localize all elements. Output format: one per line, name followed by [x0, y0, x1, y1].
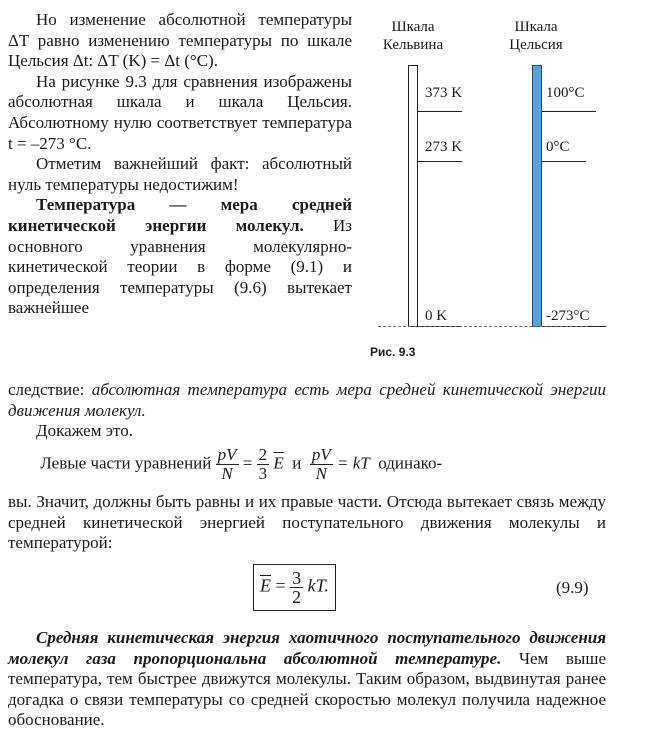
final-statement: Средняя кинетическая энергия хаотичного поступательного движения молекул газа пропорциональна абсолютной температуре.: [8, 628, 606, 668]
tick-100c: [542, 111, 596, 112]
equation-line: [8, 446, 606, 490]
paragraph-temperature-measure: [8, 195, 352, 319]
fraction-pv-n: $\frac{pV}{N}$: [217, 445, 237, 483]
section-heading: Температура — мера средней кинетической энергии молекул.: [8, 195, 352, 235]
eq-intro: Левые части уравнений: [40, 453, 212, 473]
eq-and: и: [292, 453, 302, 473]
fraction-pv-n-2: $\frac{pV}{N}$: [311, 445, 331, 483]
consequence-start: следствие:: [8, 380, 92, 399]
tick-0c: [542, 161, 586, 162]
celsius-scale-title: Шкала Цельсия: [509, 19, 563, 53]
after-equation-text: вы. Значит, должны быть равны и их правые части. Отсюда вытекает связь между средней кинетической энергией поступательного движения молекулы и температурой:: [8, 492, 606, 553]
kelvin-scale-title: Шкала Кельвина: [382, 19, 444, 53]
fraction-two-thirds: $\frac{2}{3}$: [258, 445, 268, 483]
paragraph-figure-ref: На рисунке 9.3 для сравнения изображены абсолютная шкала и шкала Цельсия. Абсолютному нулю соответствует температура t = –273 °C.: [8, 71, 352, 153]
final-text: Чем выше температура, тем быстрее движутся молекулы. Таким образом, выдвинутая ранее догадка о связи температуры со средней скоростью молекул получила надежное обоснование.: [8, 648, 606, 730]
label-minus273c: -273°C: [546, 308, 590, 324]
eq-kt: = kT: [337, 453, 370, 473]
label-100c: 100°C: [546, 85, 585, 101]
mean-energy-symbol: $\overline{E}$: [273, 453, 284, 473]
label-0k: 0 K: [425, 308, 448, 324]
consequence-paragraph: [8, 380, 606, 442]
boxed-fraction: $\frac{3}{2}$: [292, 568, 302, 607]
paragraph-absolute-zero: Отметим важнейший факт: абсолютный нуль температуры недостижим!: [8, 154, 352, 194]
prove-line: Докажем это.: [36, 421, 133, 441]
figure-scales: [370, 10, 667, 365]
after-equation-paragraph: [8, 492, 606, 554]
paragraph-delta-t: Но изменение абсолютной температуры ΔT равно изменению температуры по шкале Цельсия Δt: ΔT (K) = Δt (°C).: [8, 10, 352, 71]
boxed-mean-energy: $\overline{E}$: [260, 575, 271, 596]
section-text: Из основного уравнения молекулярно-кинетической теории в форме (9.1) и определения температуры (9.6) вытекает важнейшее: [8, 215, 352, 318]
equals-sign: =: [242, 453, 253, 473]
final-paragraph: [8, 628, 606, 731]
equation-number: (9.9): [556, 578, 589, 597]
consequence-statement: абсолютная температура есть мера средней кинетической энергии движения молекул.: [8, 380, 606, 420]
label-273k: 273 K: [425, 139, 463, 155]
boxed-kt: kT.: [307, 575, 329, 596]
absolute-zero-line: [378, 326, 588, 327]
tick-273k: [418, 161, 462, 162]
boxed-formula-9-9: [253, 564, 336, 611]
tick-373k: [418, 111, 462, 112]
left-column: [8, 10, 352, 319]
boxed-equals: =: [275, 575, 286, 596]
label-0c: 0°C: [546, 139, 570, 155]
celsius-thermometer: [532, 65, 542, 327]
label-373k: 373 K: [425, 85, 463, 101]
eq-tail: одинако-: [378, 453, 443, 473]
figure-caption: Рис. 9.3: [370, 345, 416, 359]
kelvin-thermometer: [408, 65, 418, 327]
